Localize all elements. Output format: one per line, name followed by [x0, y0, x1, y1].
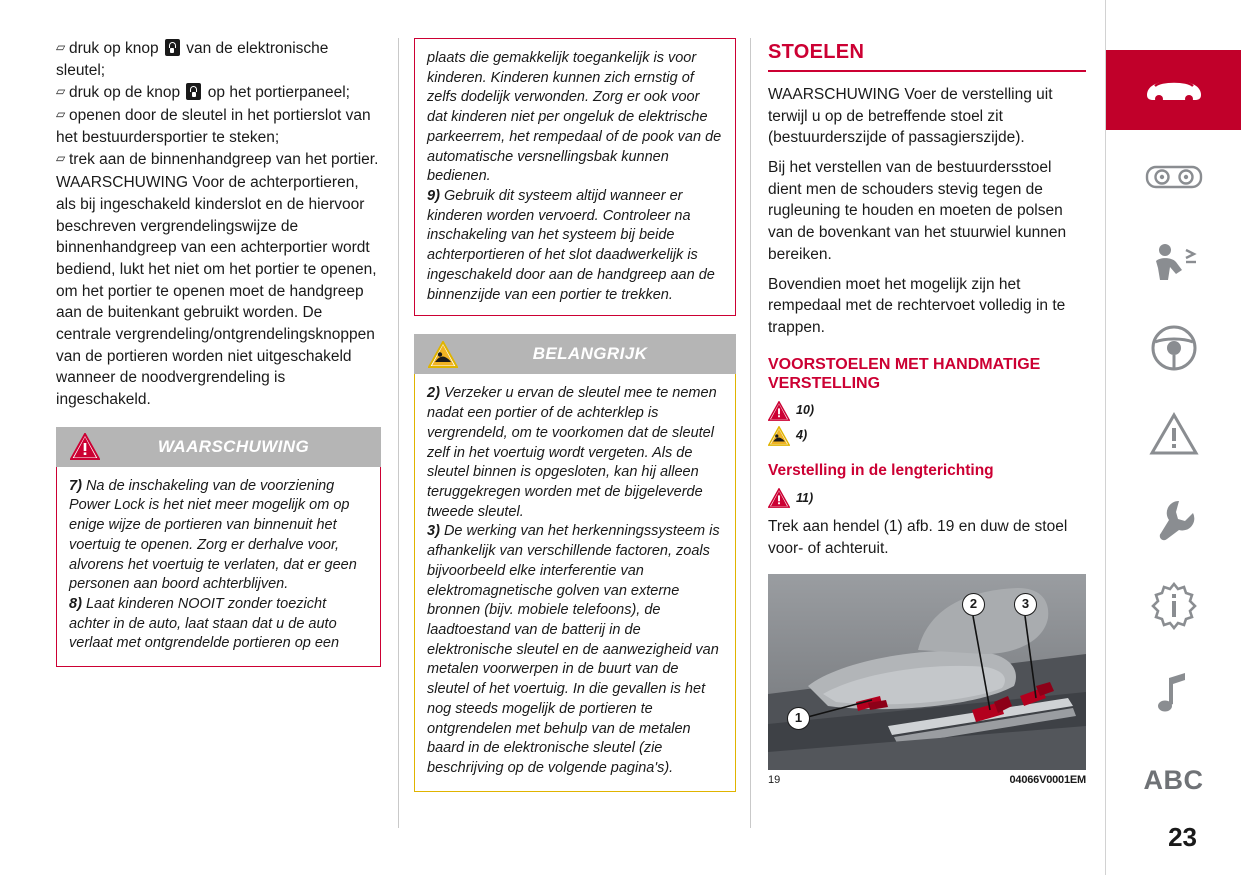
- warning-item-number: 7): [69, 477, 82, 494]
- lock-key-icon: [165, 39, 180, 56]
- heading-rule: [768, 70, 1086, 72]
- important-box-body: [414, 374, 736, 791]
- reference-label: 10): [796, 402, 815, 417]
- important-box-header: [414, 334, 736, 374]
- column-divider-2: [750, 38, 751, 828]
- figure-callout-3: 3: [1014, 593, 1037, 616]
- figure-code: 04066V0001EM: [1009, 773, 1086, 786]
- body-paragraph: WAARSCHUWING Voor de achterportieren, als bij ingeschakeld kinderslot en de hiervoor beschreven vergrendelingswijze de binnenhandgreep van een achterportier wordt bediend, lukt het niet om het portier te openen, om het portier te openen moet de handgreep aan de buitenkant gebruikt worden. De centrale vergrendeling/ontgrendelingsknoppen van de portieren worden niet uitgeschakeld wanneer de noodvergrendeling is ingeschakeld.: [56, 174, 377, 408]
- important-triangle-yellow-icon: [428, 341, 458, 368]
- important-item: [427, 522, 723, 778]
- reference-row: [768, 401, 1086, 421]
- list-item: [56, 105, 381, 148]
- sidebar-item-warning[interactable]: [1106, 396, 1241, 476]
- body-paragraph: Bij het verstellen van de bestuurdersstoel dient men de schouders stevig tegen de rugleuning te houden en moeten de polsen van de bovenkant van het stuurwiel kunnen bereiken.: [768, 159, 1067, 263]
- sidebar-item-index[interactable]: [1106, 740, 1241, 820]
- warning-continuation-box: [414, 38, 736, 316]
- warning-item-text: Laat kinderen NOOIT zonder toezicht achter in de auto, laat staan dat u de auto verlaat met ontgrendelde portieren op een: [69, 596, 340, 652]
- warning-item: [69, 477, 368, 595]
- square-bullet-icon: ▱: [56, 151, 66, 166]
- figure-seat-adjustment: [768, 574, 1086, 770]
- warning-triangle-red-icon: [768, 488, 790, 508]
- steering-wheel-icon: [1149, 325, 1199, 376]
- square-bullet-icon: ▱: [56, 107, 66, 122]
- important-item-number: 2): [427, 385, 440, 402]
- abc-index-icon: ABC: [1143, 764, 1204, 795]
- warning-box-title: WAARSCHUWING: [157, 436, 310, 456]
- bullet-text-3: trek aan de binnenhandgreep van het portier.: [69, 151, 379, 169]
- column-1: [56, 38, 381, 667]
- important-item: [427, 384, 723, 522]
- warning-item-text: Na de inschakeling van de voorziening Power Lock is het niet meer mogelijk om op enige wijze de portieren van binnenuit het voertuig te openen. Zorg er derhalve voor, alvorens het voertuig te verlaten, dat er geen personen aan boord achterblijven.: [69, 477, 357, 593]
- important-item-text: Verzeker u ervan de sleutel mee te nemen nadat een portier of de achterklep is vergrendeld, om te voorkomen dat de sleutel zelf in het voertuig wordt vergeten. Als de sleutel binnen is opgesloten, kan hij alleen teruggekregen worden met de bijgeleverde tweede sleutel.: [427, 385, 717, 520]
- bullet-list: [56, 38, 381, 171]
- body-paragraph: Trek aan hendel (1) afb. 19 en duw de stoel voor- of achteruit.: [768, 518, 1068, 557]
- warning-box-header: [56, 427, 381, 467]
- figure-caption: [768, 773, 1086, 788]
- warning-item-text: Gebruik dit systeem altijd wanneer er kinderen worden vervoerd. Controleer na inschakeling van het systeem bij beide achterportieren of het slot daadwerkelijk is ingeschakeld door aan de handgreep aan de binnenzijde van een portier te trekken.: [427, 188, 715, 303]
- bullet-text-2: openen door de sleutel in het portierslot van het bestuurdersportier te steken;: [56, 107, 371, 146]
- section-heading: STOELEN: [768, 41, 865, 63]
- warning-item-number: 9): [427, 188, 440, 205]
- figure-number: 19: [768, 773, 781, 786]
- body-paragraph: Bovendien moet het mogelijk zijn het rempedaal met de rechtervoet volledig in te trappen.: [768, 275, 1066, 336]
- bullet-text-0: druk op knop: [69, 40, 163, 57]
- figure-callout-2: 2: [962, 593, 985, 616]
- warning-triangle-red-icon: [768, 401, 790, 421]
- sub-heading: VOORSTOELEN MET HANDMATIGE VERSTELLING: [768, 355, 1041, 393]
- warning-item: [69, 595, 368, 654]
- page-number: 23: [1168, 822, 1197, 852]
- sidebar-item-audio[interactable]: [1106, 654, 1241, 734]
- body-paragraph: WAARSCHUWING Voer de verstelling uit terwijl u op de betreffende stoel zit (bestuurderszijde of passagierszijde).: [768, 86, 1053, 147]
- warning-item: [427, 187, 723, 305]
- chapter-sidebar: [1105, 0, 1241, 875]
- reference-row: [768, 488, 1086, 508]
- sidebar-item-steering[interactable]: [1106, 310, 1241, 390]
- bullet-text-1: druk op de knop: [69, 84, 185, 102]
- warning-triangle-red-icon: [70, 433, 100, 460]
- list-item: ▱ druk op de knop op het portierpaneel;: [56, 84, 350, 102]
- warning-item-number: 8): [69, 596, 82, 612]
- important-item-text: De werking van het herkenningssysteem is afhankelijk van verschillende factoren, zoals bijvoorbeeld elke interferentie van elektromagnetische golven van externe bronnen (bijv. mobiele telefoons), de laadtoestand van de batterij in de elektronische sleutel en de aanwezigheid van metalen voorwerpen in de buurt van de sleutel of het voertuig. In die gevallen is het nog steeds mogelijk de portieren te ontgrendelen met behulp van de metalen baard in de elektronische sleutel (zie beschrijving op de volgende pagina's).: [427, 523, 720, 776]
- sub-heading-2: Verstelling in de lengterichting: [768, 461, 994, 479]
- column-2: [414, 38, 736, 792]
- car-icon: [1143, 71, 1205, 110]
- square-bullet-icon: ▱: [56, 40, 66, 54]
- warning-triangle-icon: [1149, 412, 1199, 461]
- reference-label: 4): [796, 427, 808, 442]
- important-box-title: BELANGRIJK: [532, 344, 648, 364]
- square-bullet-icon: ▱: [56, 84, 66, 99]
- lock-key-icon: [186, 83, 201, 100]
- sidebar-item-dashboard[interactable]: [1106, 138, 1241, 218]
- column-divider-1: [398, 38, 399, 828]
- safety-person-icon: [1148, 242, 1200, 287]
- reference-row: [768, 426, 1086, 446]
- list-item: [56, 149, 381, 171]
- music-note-icon: [1157, 670, 1191, 719]
- continuation-text: plaats die gemakkelijk toegankelijk is voor kinderen. Kinderen kunnen zich ernstig of zelfs dodelijk verwonden. Zorg er ook voor dat kinderen niet per ongeluk de elektrische parkeerrem, het rempedaal of de pook van de automatische versnellingsbak kunnen bedienen.: [427, 50, 722, 185]
- dashboard-icon: [1145, 161, 1203, 196]
- sidebar-item-car[interactable]: [1106, 50, 1241, 130]
- important-item-number: 3): [427, 523, 440, 540]
- warning-box-body: [56, 467, 381, 667]
- info-gear-icon: [1150, 582, 1198, 635]
- column-3: [768, 38, 1086, 788]
- figure-callout-1: 1: [787, 707, 810, 730]
- sidebar-item-safety[interactable]: [1106, 224, 1241, 304]
- sidebar-item-info[interactable]: [1106, 568, 1241, 648]
- list-item: ▱ druk op knop van de elektronische sleutel;: [56, 40, 329, 79]
- important-triangle-yellow-icon: [768, 426, 790, 446]
- sidebar-item-service[interactable]: [1106, 482, 1241, 562]
- reference-label: 11): [796, 490, 814, 505]
- wrench-icon: [1152, 497, 1196, 548]
